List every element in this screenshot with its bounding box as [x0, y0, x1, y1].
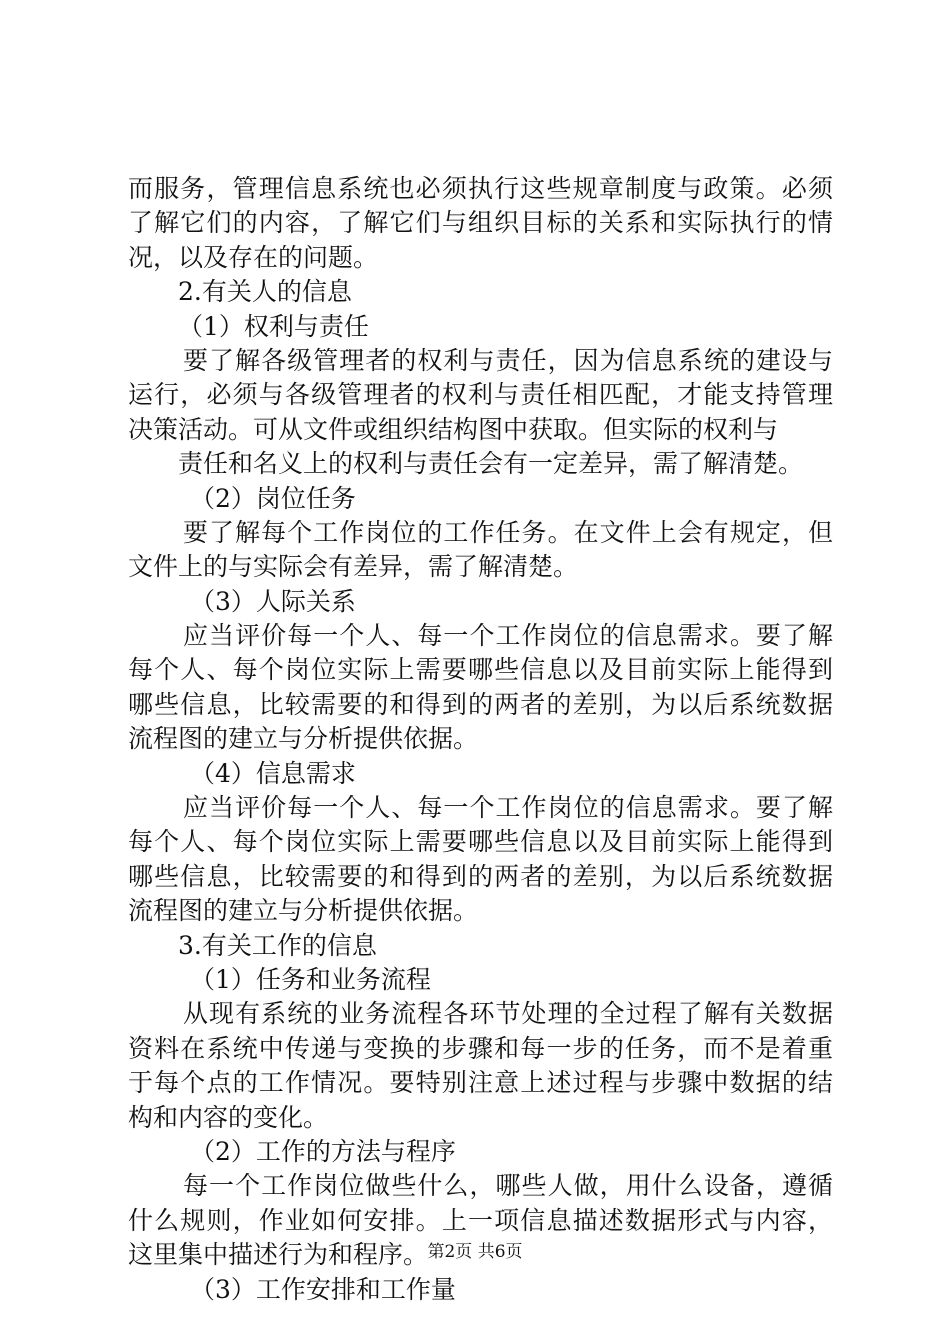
text-line: 构和内容的变化。 — [128, 1102, 329, 1132]
text-line: 这里集中描述行为和程序。 — [128, 1240, 429, 1270]
text-line: 况，以及存在的问题。 — [128, 242, 379, 272]
subsection-heading: （2）岗位任务 — [190, 483, 356, 513]
text-line: 每个人、每个岗位实际上需要哪些信息以及目前实际上能得到 — [128, 827, 833, 857]
text-line: 流程图的建立与分析提供依据。 — [128, 896, 479, 926]
subsection-heading: （4）信息需求 — [190, 758, 356, 788]
subsection-heading: （1）权利与责任 — [178, 311, 369, 341]
text-line: 文件上的与实际会有差异，需了解清楚。 — [128, 552, 579, 582]
text-line: 流程图的建立与分析提供依据。 — [128, 724, 479, 754]
text-line: 决策活动。可从文件或组织结构图中获取。但实际的权利与 — [128, 414, 779, 444]
page-footer: 第2页 共6页 — [427, 1242, 523, 1262]
text-line: 责任和名义上的权利与责任会有一定差异，需了解清楚。 — [178, 449, 804, 479]
text-line: 而服务，管理信息系统也必须执行这些规章制度与政策。必须 — [128, 174, 833, 203]
subsection-heading: （3）人际关系 — [190, 586, 356, 616]
text-line: 了解它们的内容，了解它们与组织目标的关系和实际执行的情 — [128, 208, 833, 238]
text-line: 从现有系统的业务流程各环节处理的全过程了解有关数据 — [183, 999, 833, 1029]
text-line: 每一个工作岗位做些什么，哪些人做，用什么设备，遵循 — [183, 1171, 833, 1201]
text-line: 每个人、每个岗位实际上需要哪些信息以及目前实际上能得到 — [128, 655, 833, 685]
text-line: 运行，必须与各级管理者的权利与责任相匹配，才能支持管理 — [128, 380, 833, 410]
text-line: 应当评价每一个人、每一个工作岗位的信息需求。要了解 — [183, 621, 833, 651]
subsection-heading: （1）任务和业务流程 — [190, 964, 431, 994]
document-body — [128, 172, 833, 1307]
subsection-heading: （2）工作的方法与程序 — [190, 1136, 456, 1166]
text-line: 什么规则，作业如何安排。上一项信息描述数据形式与内容， — [128, 1205, 833, 1235]
section-heading: 3.有关工作的信息 — [178, 930, 377, 960]
text-line: 资料在系统中传递与变换的步骤和每一步的任务，而不是着重 — [128, 1033, 833, 1063]
section-heading: 2.有关人的信息 — [178, 277, 352, 307]
subsection-heading: （3）工作安排和工作量 — [190, 1274, 456, 1304]
text-line: 哪些信息，比较需要的和得到的两者的差别，为以后系统数据 — [128, 861, 833, 891]
text-line: 哪些信息，比较需要的和得到的两者的差别，为以后系统数据 — [128, 689, 833, 719]
text-line: 于每个点的工作情况。要特别注意上述过程与步骤中数据的结 — [128, 1068, 833, 1098]
text-line: 要了解各级管理者的权利与责任，因为信息系统的建设与 — [183, 345, 833, 375]
text-line: 要了解每个工作岗位的工作任务。在文件上会有规定，但 — [183, 517, 833, 547]
text-line: 应当评价每一个人、每一个工作岗位的信息需求。要了解 — [183, 793, 833, 823]
